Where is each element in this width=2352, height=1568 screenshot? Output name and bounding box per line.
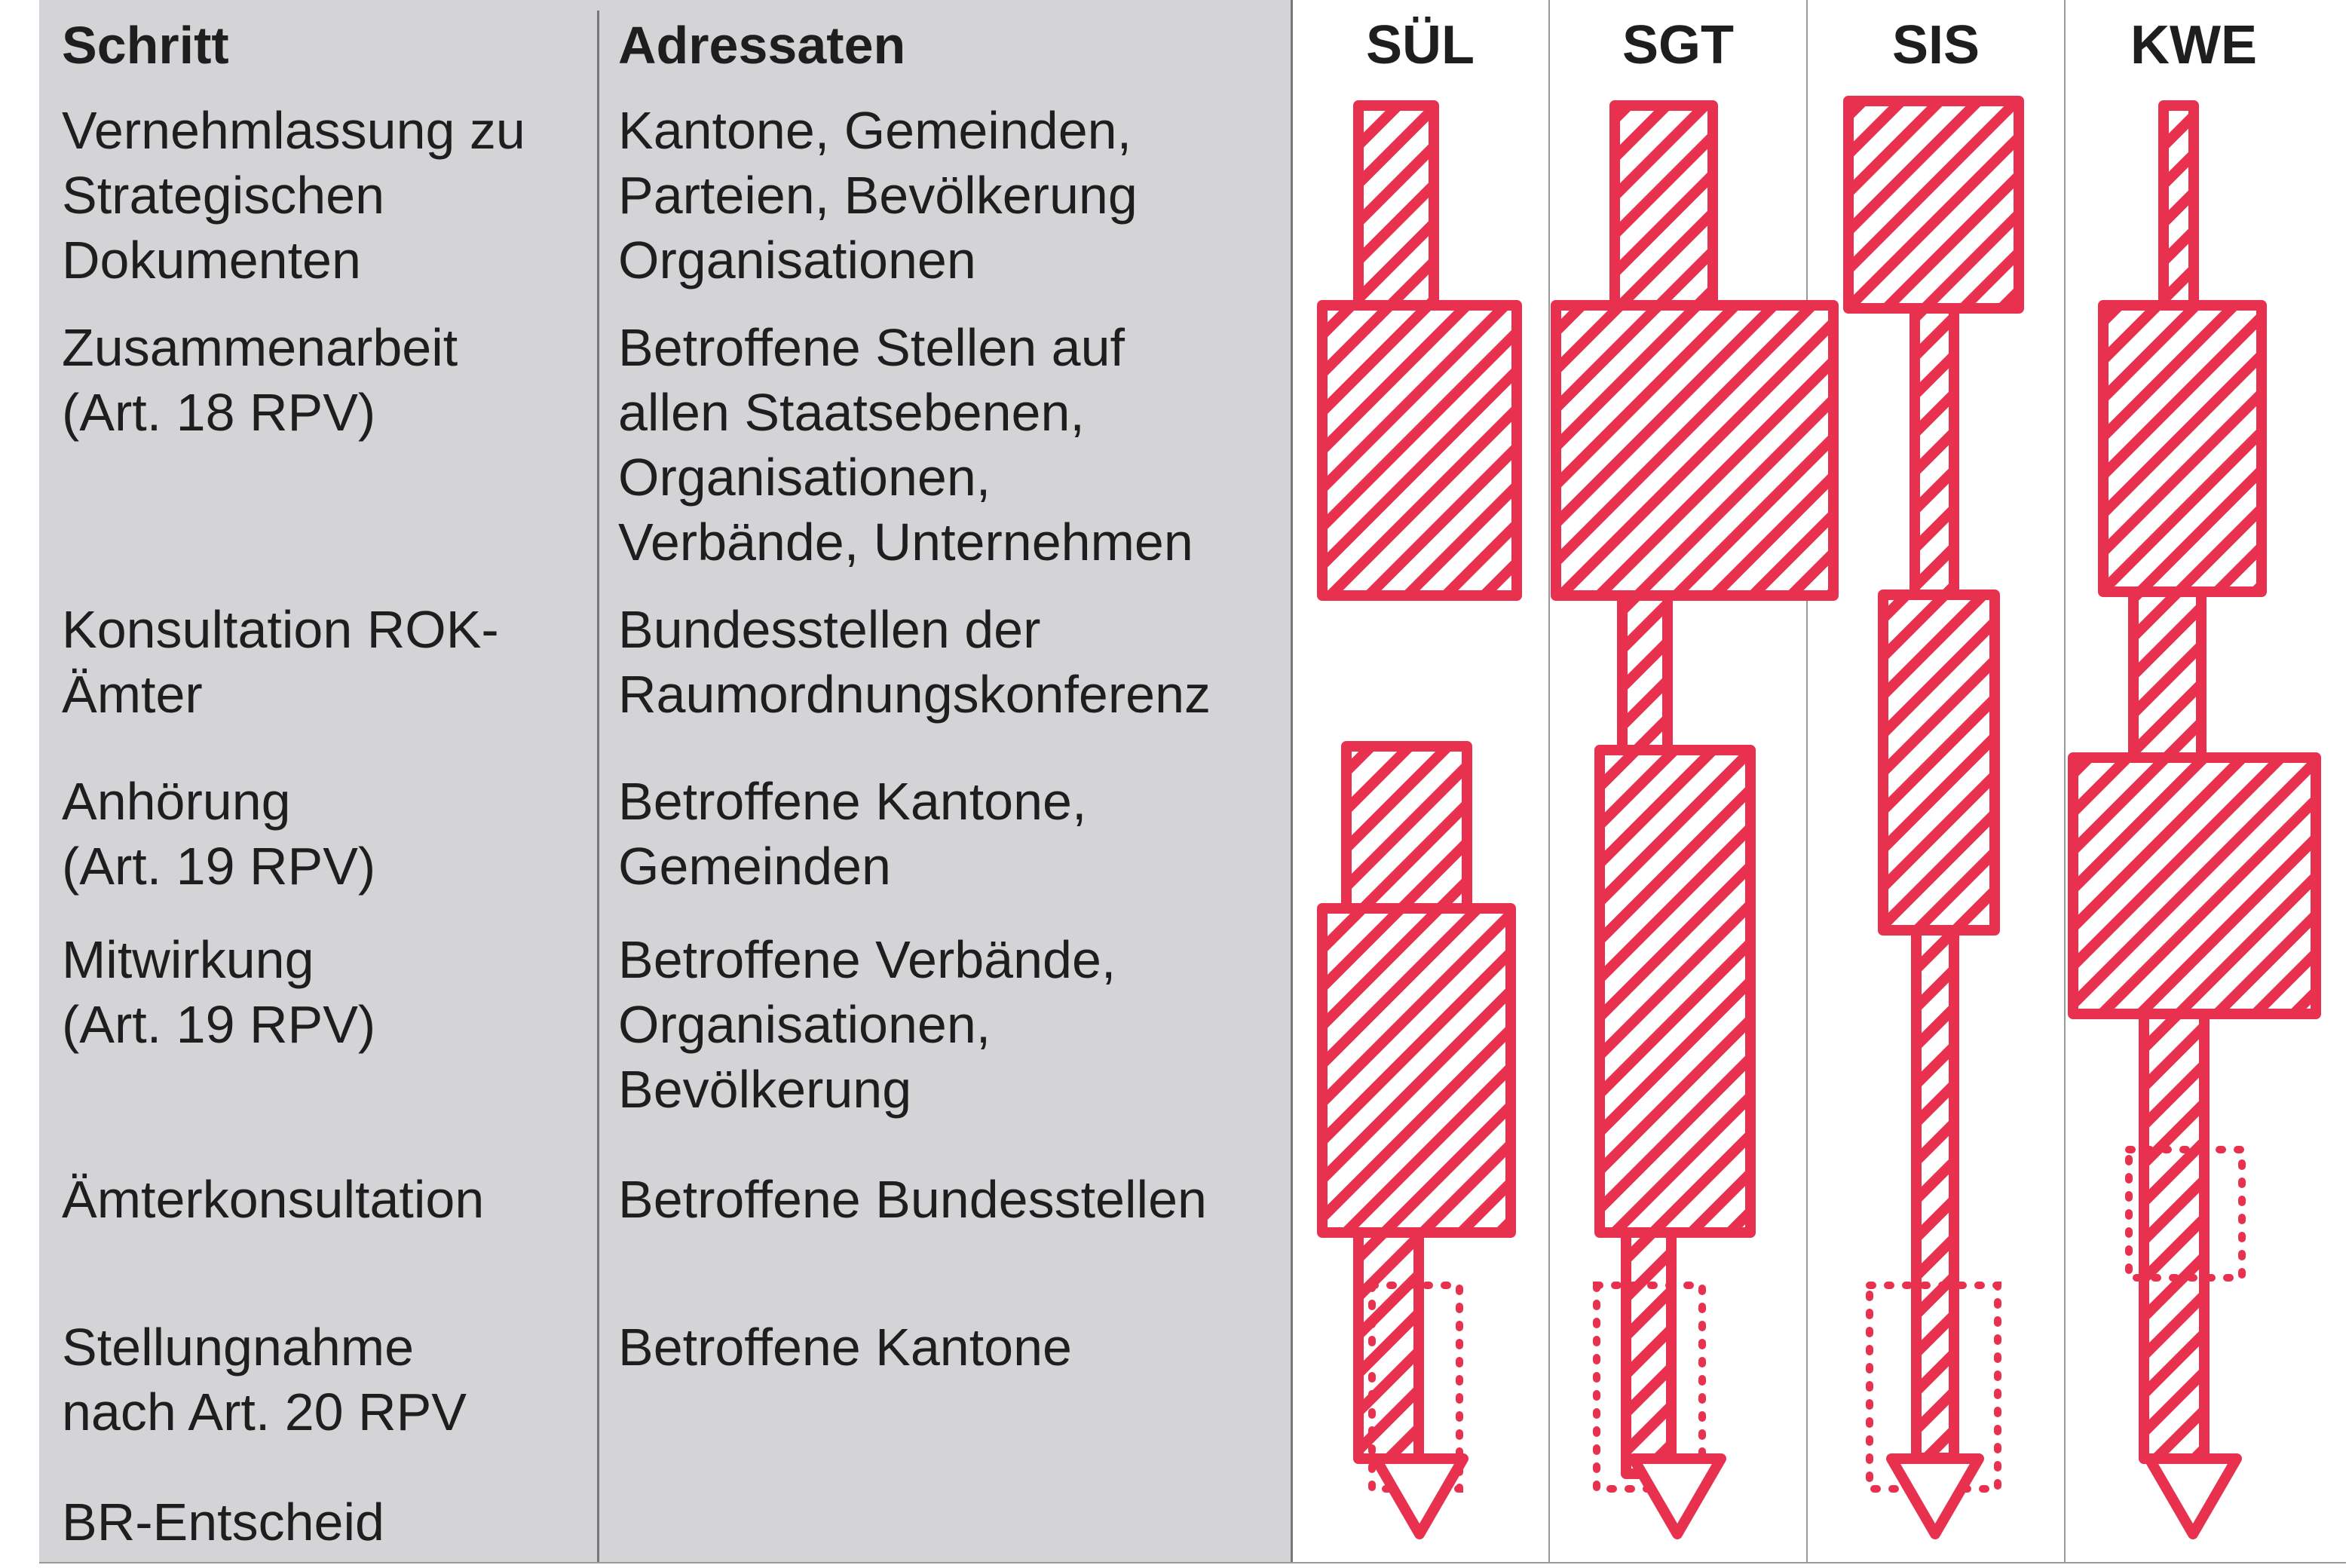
flow-segment-kwe [2073, 758, 2316, 1014]
step-cell: Vernehmlassung zu Strategischen Dokumenten [62, 101, 525, 289]
header-step: Schritt [62, 16, 229, 75]
flow-segment-kwe [2133, 592, 2201, 758]
arrowhead-sis [1891, 1459, 1979, 1534]
addressee-cell: Betroffene Stellen auf allen Staatsebenen, Organisationen, Verbände, Unternehmen [618, 318, 1193, 571]
flow-segment-sis [1848, 101, 2019, 308]
addressee-cell: Kantone, Gemeinden, Parteien, Bevölkerung Organisationen [618, 101, 1138, 289]
flow-segment-sis [1916, 930, 1954, 1458]
addressee-cell: Betroffene Bundesstellen [618, 1170, 1207, 1229]
flow-segment-sul [1322, 305, 1517, 596]
header-addressees: Adressaten [618, 16, 906, 75]
step-cell: Konsultation ROK- Ämter [62, 600, 499, 724]
step-cell: Zusammenarbeit (Art. 18 RPV) [62, 318, 458, 442]
step-cell: Ämterkonsultation [62, 1170, 485, 1229]
column-divider [597, 11, 599, 1563]
addressee-cell: Betroffene Verbände, Organisationen, Bevölkerung [618, 930, 1116, 1119]
addressee-cell: Bundesstellen der Raumordnungskonferenz [618, 600, 1211, 724]
flow-segment-kwe [2164, 106, 2194, 305]
column-header-sgt: SGT [1622, 15, 1734, 75]
flow-diagram [1291, 90, 2346, 1560]
flow-segment-sgt [1556, 305, 1833, 596]
flow-segment-sgt [1600, 750, 1750, 1233]
step-cell: BR-Entscheid [62, 1493, 384, 1551]
flow-segment-kwe [2103, 305, 2262, 592]
flow-segment-sis [1915, 308, 1954, 595]
flow-segment-sul [1358, 106, 1434, 305]
bottom-line [39, 1562, 2346, 1563]
arrowhead-sgt [1634, 1459, 1721, 1534]
flow-segment-sul [1358, 1233, 1419, 1459]
step-cell: Stellungnahme nach Art. 20 RPV [62, 1318, 467, 1441]
flow-segment-sul [1322, 908, 1511, 1233]
arrowhead-kwe [2149, 1459, 2237, 1534]
flow-segment-sgt [1615, 106, 1713, 305]
flow-segment-sgt [1626, 1233, 1671, 1474]
addressee-cell: Betroffene Kantone, Gemeinden [618, 772, 1087, 896]
step-cell: Anhörung (Art. 19 RPV) [62, 772, 376, 896]
step-cell: Mitwirkung (Art. 19 RPV) [62, 930, 376, 1054]
arrowhead-sul [1376, 1459, 1463, 1534]
column-header-sul: SÜL [1366, 15, 1475, 75]
flow-segment-sis [1883, 595, 1995, 930]
flow-segment-kwe [2144, 1014, 2204, 1459]
column-header-kwe: KWE [2130, 15, 2257, 75]
addressee-cell: Betroffene Kantone [618, 1318, 1072, 1377]
column-header-sis: SIS [1891, 15, 1980, 75]
